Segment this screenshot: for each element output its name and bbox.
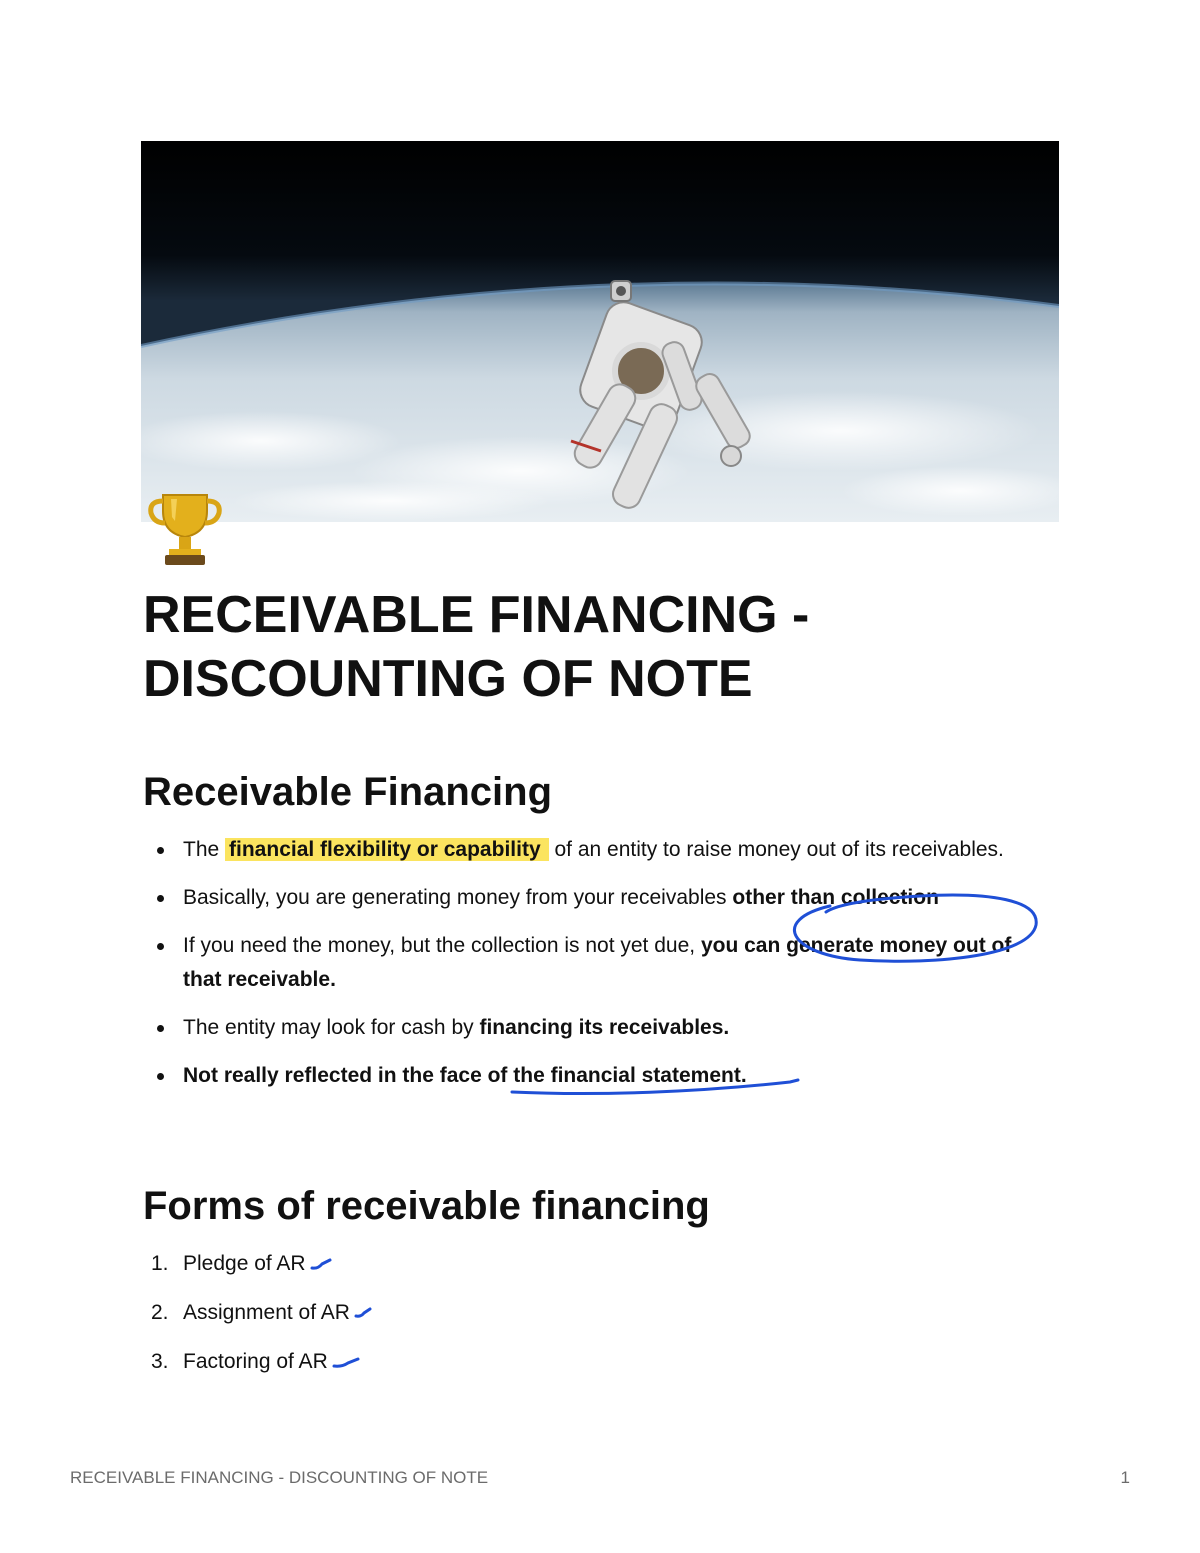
- page-number: 1: [1120, 1468, 1130, 1487]
- section-heading-receivable-financing: Receivable Financing: [143, 770, 553, 814]
- forms-list: [143, 1247, 1053, 1394]
- footer-title: RECEIVABLE FINANCING - DISCOUNTING OF NOTE: [70, 1468, 489, 1487]
- list-item: 3. Factoring of AR: [143, 1345, 1053, 1379]
- bullet-dot-icon: [157, 1073, 164, 1080]
- list-item: 1. Pledge of AR: [143, 1247, 1053, 1281]
- list-item: 2. Assignment of AR: [143, 1296, 1053, 1330]
- check-mark-icon: [332, 1355, 362, 1369]
- underlined-text: financing its receivables.: [479, 1016, 730, 1039]
- circled-text: other than collection: [732, 886, 939, 909]
- highlighted-text: financial flexibility or capability: [225, 838, 549, 861]
- bullet-dot-icon: [157, 1025, 164, 1032]
- list-item: Not really reflected in the face of the financial statement.: [143, 1059, 1053, 1093]
- page-title: RECEIVABLE FINANCING - DISCOUNTING OF NOTE: [143, 586, 810, 708]
- cover-image: [141, 141, 1059, 522]
- bullet-dot-icon: [157, 895, 164, 902]
- section-heading-forms: Forms of receivable financing: [143, 1184, 710, 1228]
- bullet-dot-icon: [157, 943, 164, 950]
- receivable-financing-bullets: [143, 833, 1053, 1107]
- check-mark-icon: [310, 1257, 336, 1271]
- list-item: If you need the money, but the collection is not yet due, you can generate money out of that receivable.: [143, 929, 1053, 997]
- bullet-dot-icon: [157, 847, 164, 854]
- check-mark-icon: [354, 1306, 376, 1320]
- list-item: The financial flexibility or capability of an entity to raise money out of its receivables.: [143, 833, 1053, 867]
- list-item: The entity may look for cash by financing its receivables.: [143, 1011, 1053, 1045]
- trophy-icon: [145, 487, 225, 567]
- list-item: Basically, you are generating money from your receivables other than collection: [143, 881, 1053, 915]
